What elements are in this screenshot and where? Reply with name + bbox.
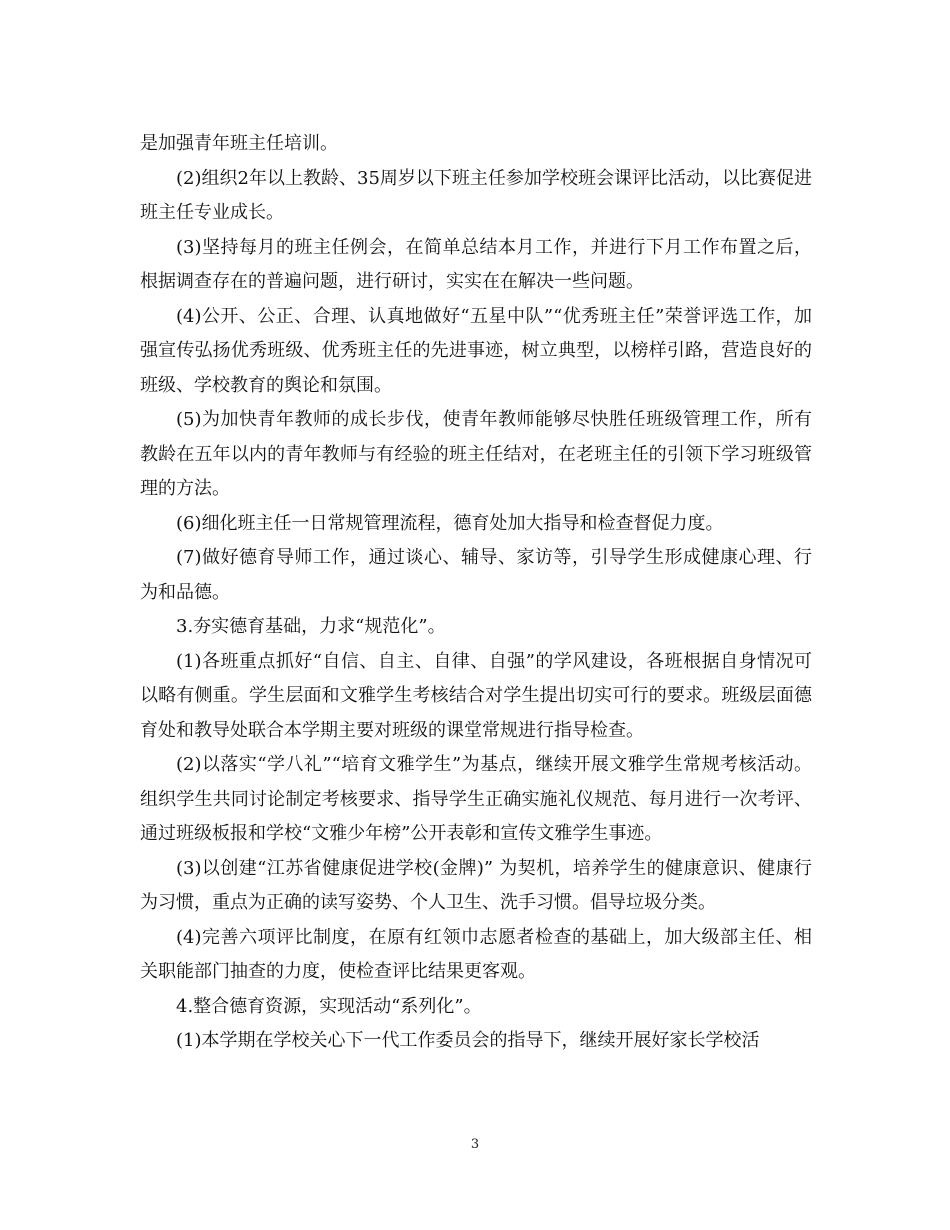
paragraph-10: (2)以落实“学八礼”“培育文雅学生”为基点，继续开展文雅学生常规考核活动。组织学生共同讨论制定考核要求、指导学生正确实施礼仪规范、每月进行一次考评、通过班级板报和学校“文雅少年榜”公开表彰和宣传文雅学生事迹。 xyxy=(140,754,812,844)
paragraph-5: (5)为加快青年教师的成长步伐，使青年教师能够尽快胜任班级管理工作，所有教龄在五年以内的青年教师与有经验的班主任结对，在老班主任的引领下学习班级管理的方法。 xyxy=(140,409,812,499)
paragraph-12: (4)完善六项评比制度，在原有红领巾志愿者检查的基础上，加大级部主任、相关职能部门抽查的力度，使检查评比结果更客观。 xyxy=(140,926,812,982)
paragraph-11: (3)以创建“江苏省健康促进学校(金牌)” 为契机，培养学生的健康意识、健康行为习惯，重点为正确的读写姿势、个人卫生、洗手习惯。倡导垃圾分类。 xyxy=(140,857,812,913)
paragraph-4: (4)公开、公正、合理、认真地做好“五星中队”“优秀班主任”荣誉评选工作，加强宣传弘扬优秀班级、优秀班主任的先进事迹，树立典型，以榜样引路，营造良好的班级、学校教育的舆论和氛围。 xyxy=(140,305,812,396)
paragraph-1: 是加强青年班主任培训。 xyxy=(140,133,338,154)
paragraph-7: (7)做好德育导师工作，通过谈心、辅导、家访等，引导学生形成健康心理、行为和品德。 xyxy=(140,547,812,603)
section-heading-3: 3.夯实德育基础，力求“规范化”。 xyxy=(176,616,446,637)
paragraph-3: (3)坚持每月的班主任例会，在简单总结本月工作，并进行下月工作布置之后，根据调查存在的普遍问题，进行研讨，实实在在解决一些问题。 xyxy=(140,236,812,292)
paragraph-9: (1)各班重点抓好“自信、自主、自律、自强”的学风建设，各班根据自身情况可以略有侧重。学生层面和文雅学生考核结合对学生提出切实可行的要求。班级层面德育处和教导处联合本学期主要对班级的课堂常规进行指导检查。 xyxy=(140,650,812,741)
page-number: 3 xyxy=(470,1137,480,1152)
paragraph-6: (6)细化班主任一日常规管理流程，德育处加大指导和检查督促力度。 xyxy=(176,512,724,534)
paragraph-2: (2)组织2年以上教龄、35周岁以下班主任参加学校班会课评比活动，以比赛促进班主任专业成长。 xyxy=(140,167,812,223)
section-heading-4: 4.整合德育资源，实现活动“系列化”。 xyxy=(176,995,482,1017)
paragraph-14: (1)本学期在学校关心下一代工作委员会的指导下，继续开展好家长学校活 xyxy=(176,1030,760,1051)
document-body xyxy=(140,127,812,1059)
